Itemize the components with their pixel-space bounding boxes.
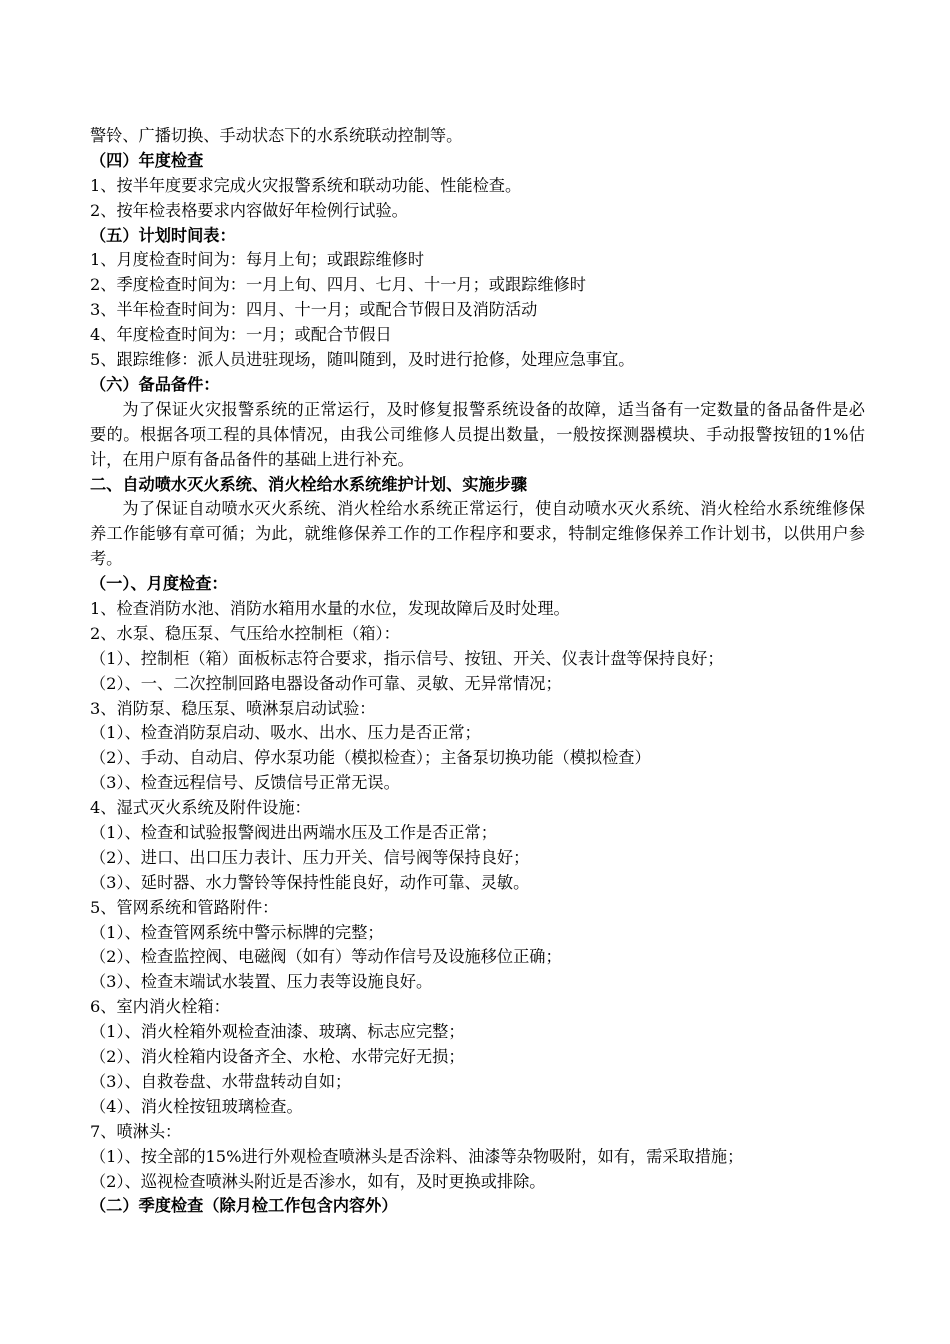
text-line: 4、年度检查时间为：一月；或配合节假日 [90,325,392,345]
text-line: 5、跟踪维修：派人员进驻现场，随叫随到，及时进行抢修，处理应急事宜。 [90,350,635,370]
text-line: （2）、一、二次控制回路电器设备动作可靠、灵敏、无异常情况； [90,673,562,693]
text-line: 警铃、广播切换、手动状态下的水系统联动控制等。 [90,126,463,145]
text-line: （1）、检查和试验报警阀进出两端水压及工作是否正常； [90,823,497,843]
section-heading: （六）备品备件： [90,374,220,394]
section-heading: （五）计划时间表： [90,225,236,245]
text-line: 6、室内消火栓箱： [90,997,230,1017]
text-line: （1）、按全部的15%进行外观检查喷淋头是否涂料、油漆等杂物吸附，如有，需采取措施； [90,1146,744,1166]
text-line: （1）、控制柜（箱）面板标志符合要求，指示信号、按钮、开关、仪表计盘等保持良好； [90,648,724,668]
text-line: 5、管网系统和管路附件： [90,897,279,917]
text-line: （3）、延时器、水力警铃等保持性能良好，动作可靠、灵敏。 [90,872,530,892]
text-line: （3）、检查末端试水装置、压力表等设施良好。 [90,972,433,992]
text-line: （1）、检查管网系统中警示标牌的完整； [90,922,384,942]
paragraph: 为了保证火灾报警系统的正常运行，及时修复报警系统设备的故障，适当备有一定数量的备品备件是必要的。根据各项工程的具体情况，由我公司维修人员提出数量，一般按探测器模块、手动报警按钮的1%估计，在用户原有备品备件的基础上进行补充。 [90,399,865,469]
text-line: 2、水泵、稳压泵、气压给水控制柜（箱）： [90,623,400,643]
section-heading: （四）年度检查 [90,150,204,170]
text-line: 7、喷淋头： [90,1121,182,1141]
text-line: （2）、检查监控阀、电磁阀（如有）等动作信号及设施移位正确； [90,947,562,967]
text-line: （2）、进口、出口压力表计、压力开关、信号阀等保持良好； [90,847,530,867]
text-line: 2、季度检查时间为：一月上旬、四月、七月、十一月；或跟踪维修时 [90,275,586,295]
text-line: （3）、自救卷盘、水带盘转动自如； [90,1071,352,1091]
text-line: （2）、巡视检查喷淋头附近是否渗水，如有，及时更换或排除。 [90,1171,546,1191]
section-heading: 二、自动喷水灭火系统、消火栓给水系统维护计划、实施步骤 [90,474,528,494]
text-line: 1、月度检查时间为：每月上旬；或跟踪维修时 [90,250,425,270]
text-line: 4、湿式灭火系统及附件设施： [90,798,311,818]
text-line: （2）、手动、自动启、停水泵功能（模拟检查）；主备泵切换功能（模拟检查） [90,748,651,768]
text-line: （3）、检查远程信号、反馈信号正常无误。 [90,773,400,793]
text-line: 1、检查消防水池、消防水箱用水量的水位，发现故障后及时处理。 [90,599,570,619]
text-line: 2、按年检表格要求内容做好年检例行试验。 [90,200,408,220]
section-heading: （一）、月度检查： [90,574,228,594]
text-line: （1）、检查消防泵启动、吸水、出水、压力是否正常； [90,723,481,743]
text-line: （1）、消火栓箱外观检查油漆、玻璃、标志应完整； [90,1022,465,1042]
text-line: （2）、消火栓箱内设备齐全、水枪、水带完好无损； [90,1047,465,1067]
text-line: （4）、消火栓按钮玻璃检查。 [90,1096,303,1116]
text-line: 1、按半年度要求完成火灾报警系统和联动功能、性能检查。 [90,175,522,195]
document-body [90,124,865,1219]
section-heading: （二）季度检查（除月检工作包含内容外） [90,1196,398,1216]
text-line: 3、半年检查时间为：四月、十一月；或配合节假日及消防活动 [90,300,538,320]
text-line: 3、消防泵、稳压泵、喷淋泵启动试验： [90,698,376,718]
paragraph: 为了保证自动喷水灭火系统、消火栓给水系统正常运行，使自动喷水灭火系统、消火栓给水系统维修保养工作能够有章可循；为此，就维修保养工作的工作程序和要求，特制定维修保养工作计划书，以供用户参考。 [90,499,865,569]
